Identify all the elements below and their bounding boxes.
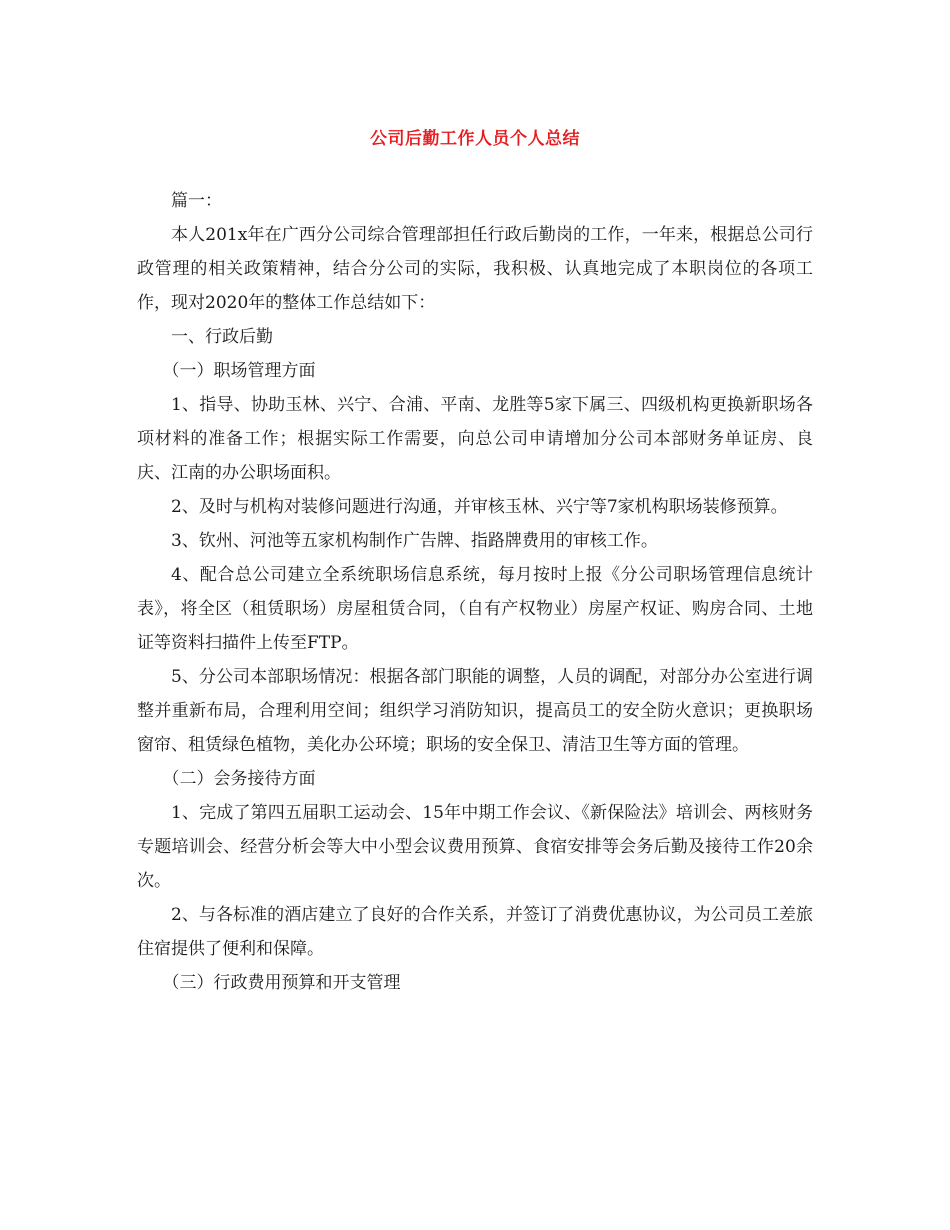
paragraph: 1、完成了第四五届职工运动会、15年中期工作会议、《新保险法》培训会、两核财务专题培训会、经营分析会等大中小型会议费用预算、食宿安排等会务后勤及接待工作20余次。: [137, 803, 813, 891]
paragraph: 4、配合总公司建立全系统职场信息系统，每月按时上报《分公司职场管理信息统计表》，将全区（租赁职场）房屋租赁合同，（自有产权物业）房屋产权证、购房合同、土地证等资料扫描件上传至FTP。: [137, 565, 813, 653]
document-title: 公司后勤工作人员个人总结: [370, 129, 580, 149]
subsection-heading: （二）会务接待方面: [162, 769, 316, 789]
paragraph: 1、指导、协助玉林、兴宁、合浦、平南、龙胜等5家下属三、四级机构更换新职场各项材料的准备工作；根据实际工作需要，向总公司申请增加分公司本部财务单证房、良庆、江南的办公职场面积。: [137, 395, 813, 483]
subsection-heading: （一）职场管理方面: [162, 361, 316, 381]
paragraph: 2、及时与机构对装修问题进行沟通，并审核玉林、兴宁等7家机构职场装修预算。: [171, 497, 788, 517]
paragraph: 5、分公司本部职场情况：根据各部门职能的调整，人员的调配，对部分办公室进行调整并重新布局，合理利用空间；组织学习消防知识，提高员工的安全防火意识；更换职场窗帘、租赁绿色植物，美化办公环境；职场的安全保卫、清洁卫生等方面的管理。: [137, 667, 813, 755]
paragraph: 2、与各标准的酒店建立了良好的合作关系，并签订了消费优惠协议，为公司员工差旅住宿提供了便利和保障。: [137, 905, 813, 959]
section-label: 篇一：: [171, 191, 222, 211]
subsection-heading: （三）行政费用预算和开支管理: [162, 973, 401, 993]
paragraph: 3、钦州、河池等五家机构制作广告牌、指路牌费用的审核工作。: [171, 531, 658, 551]
paragraph: 本人201x年在广西分公司综合管理部担任行政后勤岗的工作，一年来，根据总公司行政管理的相关政策精神，结合分公司的实际，我积极、认真地完成了本职岗位的各项工作，现对2020年的整体工作总结如下：: [137, 225, 813, 313]
section-heading: 一、行政后勤: [171, 327, 273, 347]
document-body: [137, 184, 813, 1000]
